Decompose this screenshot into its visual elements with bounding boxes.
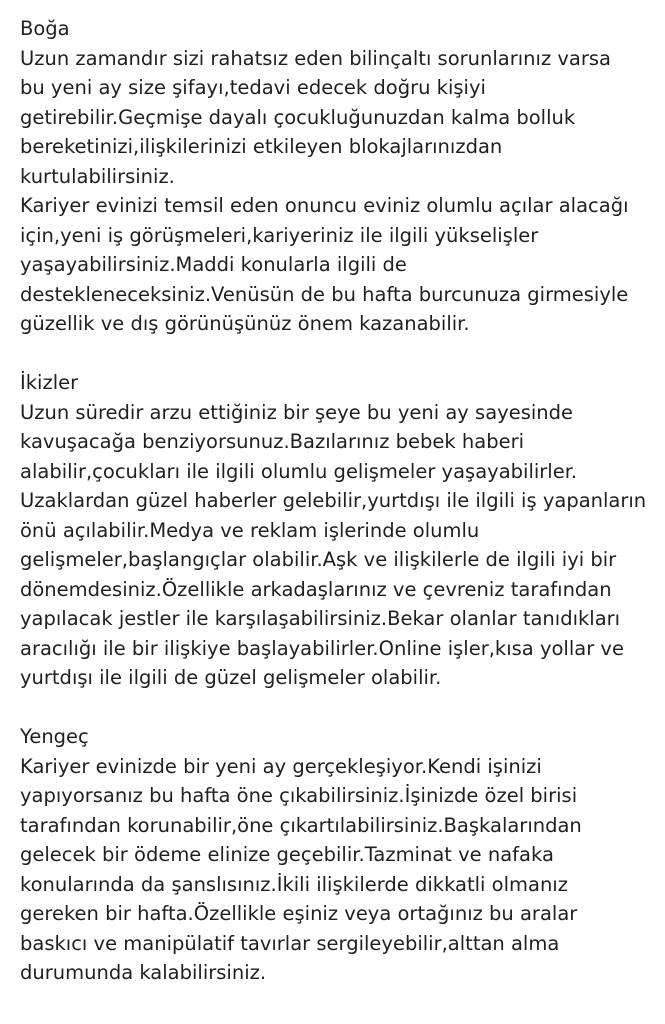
paragraph-line: alabilir,çocukları ile ilgili olumlu gelişmeler yaşayabilirler. xyxy=(20,459,578,483)
paragraph-line: durumunda kalabilirsiniz. xyxy=(20,961,267,984)
paragraph-line: yurtdışı ile ilgili de güzel gelişmeler olabilir. xyxy=(20,666,442,689)
paragraph-line: yapıyorsanız bu hafta öne çıkabilirsiniz.İşinizde özel birisi xyxy=(20,784,578,807)
paragraph-line: önü açılabilir.Medya ve reklam işlerinde olumlu xyxy=(20,518,480,542)
section-heading: İkizler xyxy=(20,371,79,394)
section-yengec xyxy=(20,722,660,988)
paragraph-line: Uzun zamandır sizi rahatsız eden bilinçaltı sorunlarınız varsa xyxy=(20,46,612,70)
paragraph-line: gelişmeler,başlangıçlar olabilir.Aşk ve ilişkilerle de ilgili iyi bir xyxy=(20,548,617,571)
paragraph-line: için,yeni iş görüşmeleri,kariyeriniz ile ilgili yükselişler xyxy=(20,223,539,247)
paragraph-line: yaşayabilirsiniz.Maddi konularla ilgili de xyxy=(20,253,407,276)
paragraph-line: Kariyer evinizi temsil eden onuncu eviniz olumlu açılar alacağı xyxy=(20,194,629,217)
paragraph-line: Kariyer evinizde bir yeni ay gerçekleşiyor.Kendi işinizi xyxy=(20,754,542,778)
paragraph-line: baskıcı ve manipülatif tavırlar sergileyebilir,alttan alma xyxy=(20,931,560,955)
paragraph-line: bu yeni ay size şifayı,tedavi edecek doğru kişiyi xyxy=(20,76,486,99)
section-heading: Yengeç xyxy=(20,725,89,748)
paragraph-line: bereketinizi,ilişkilerinizi etkileyen blokajlarınızdan xyxy=(20,135,503,158)
section-ikizler xyxy=(20,368,660,693)
paragraph-line: Uzun süredir arzu ettiğiniz bir şeye bu yeni ay sayesinde xyxy=(20,400,574,424)
paragraph-line: Uzaklardan güzel haberler gelebilir,yurtdışı ile ilgili iş yapanların xyxy=(20,489,647,512)
paragraph-line: tarafından korunabilir,öne çıkartılabilirsiniz.Başkalarından xyxy=(20,813,582,837)
section-boga xyxy=(20,14,660,339)
paragraph-line: konularında da şanslısınız.İkili ilişkilerde dikkatli olmanız xyxy=(20,872,568,896)
paragraph-line: gelecek bir ödeme elinize geçebilir.Tazminat ve nafaka xyxy=(20,843,554,866)
section-heading: Boğa xyxy=(20,17,70,40)
paragraph-line: gereken bir hafta.Özellikle eşiniz veya ortağınız bu aralar xyxy=(20,902,578,925)
horoscope-document xyxy=(20,14,660,988)
paragraph-line: güzellik ve dış görünüşünüz önem kazanabilir. xyxy=(20,312,470,335)
paragraph-line: kavuşacağa benziyorsunuz.Bazılarınız bebek haberi xyxy=(20,430,525,453)
paragraph-line: aracılığı ile bir ilişkiye başlayabilirler.Online işler,kısa yollar ve xyxy=(20,636,624,660)
paragraph-line: kurtulabilirsiniz. xyxy=(20,164,175,188)
paragraph-line: destekleneceksiniz.Venüsün de bu hafta burcunuza girmesiyle xyxy=(20,282,629,306)
paragraph-line: yapılacak jestler ile karşılaşabilirsiniz.Bekar olanlar tanıdıkları xyxy=(20,607,621,630)
paragraph-line: dönemdesiniz.Özellikle arkadaşlarınız ve çevreniz tarafından xyxy=(20,577,612,601)
paragraph-line: getirebilir.Geçmişe dayalı çocukluğunuzdan kalma bolluk xyxy=(20,105,576,129)
